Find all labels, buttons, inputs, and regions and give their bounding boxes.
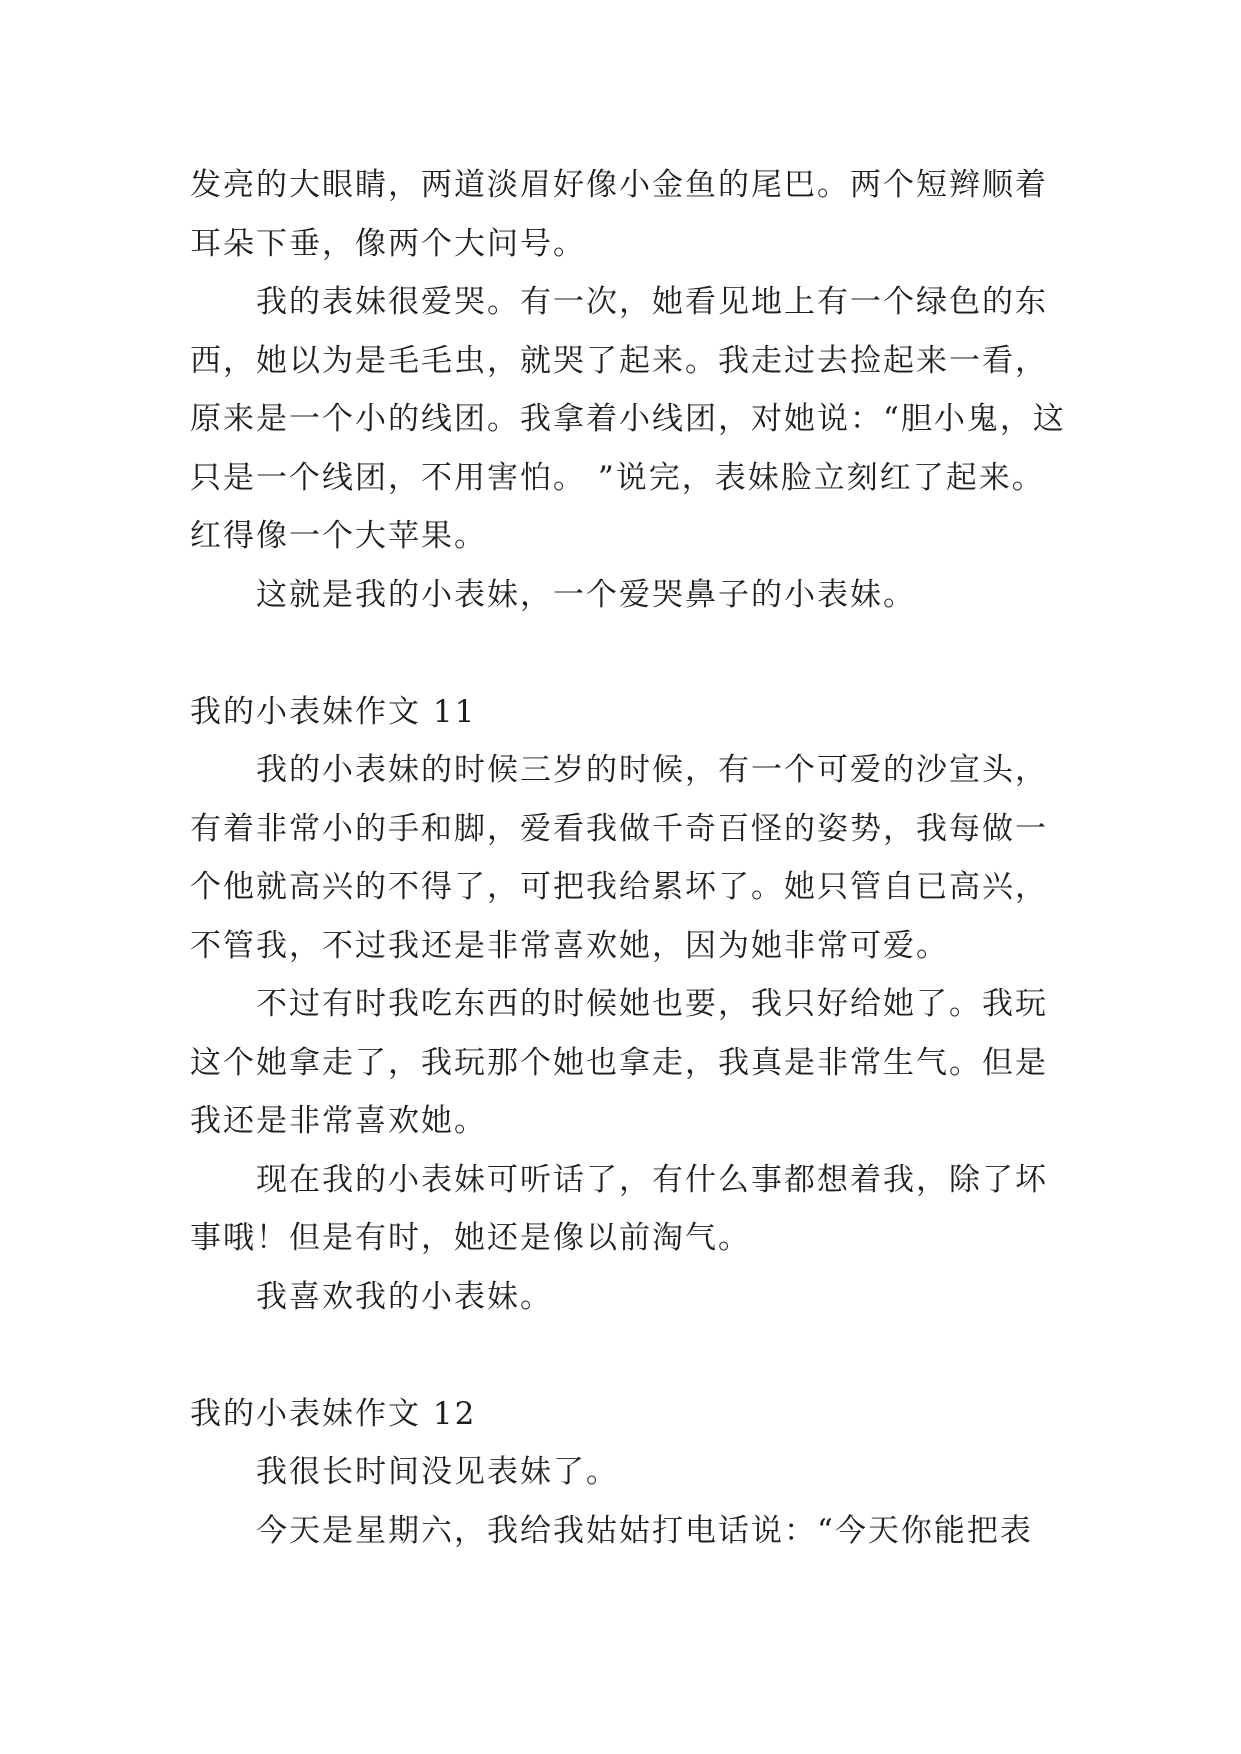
section-heading: 我的小表妹作文 12 [190,1395,477,1432]
paragraph: 现在我的小表妹可听话了，有什么事都想着我，除了坏事哦！但是有时，她还是像以前淘气。 [190,1161,1048,1256]
paragraph: 我的表妹很爱哭。有一次，她看见地上有一个绿色的东西，她以为是毛毛虫，就哭了起来。我走过去捡起来一看，原来是一个小的线团。我拿着小线团，对她说：“胆小鬼，这只是一个线团，不用害怕。 ”说完，表妹脸立刻红了起来。红得像一个大苹果。 [190,284,1066,554]
paragraph: 我很长时间没见表妹了。 [256,1454,619,1490]
paragraph: 不过有时我吃东西的时候她也要，我只好给她了。我玩这个她拿走了，我玩那个她也拿走，我真是非常生气。但是我还是非常喜欢她。 [190,986,1048,1139]
section-heading: 我的小表妹作文 11 [190,693,477,730]
document-body [190,156,1070,1560]
paragraph: 我的小表妹的时候三岁的时候，有一个可爱的沙宣头，有着非常小的手和脚，爱看我做千奇百怪的姿势，我每做一个他就高兴的不得了，可把我给累坏了。她只管自已高兴，不管我，不过我还是非常喜欢她，因为她非常可爱。 [190,752,1048,964]
paragraph: 我喜欢我的小表妹。 [256,1278,553,1315]
section-spacer [190,1326,1070,1385]
paragraph: 发亮的大眼睛，两道淡眉好像小金鱼的尾巴。两个短辫顺着耳朵下垂，像两个大问号。 [190,167,1048,262]
paragraph: 这就是我的小表妹，一个爱哭鼻子的小表妹。 [256,576,916,613]
section-spacer [190,624,1070,683]
paragraph: 今天是星期六，我给我姑姑打电话说：“今天你能把表 [256,1512,1033,1549]
